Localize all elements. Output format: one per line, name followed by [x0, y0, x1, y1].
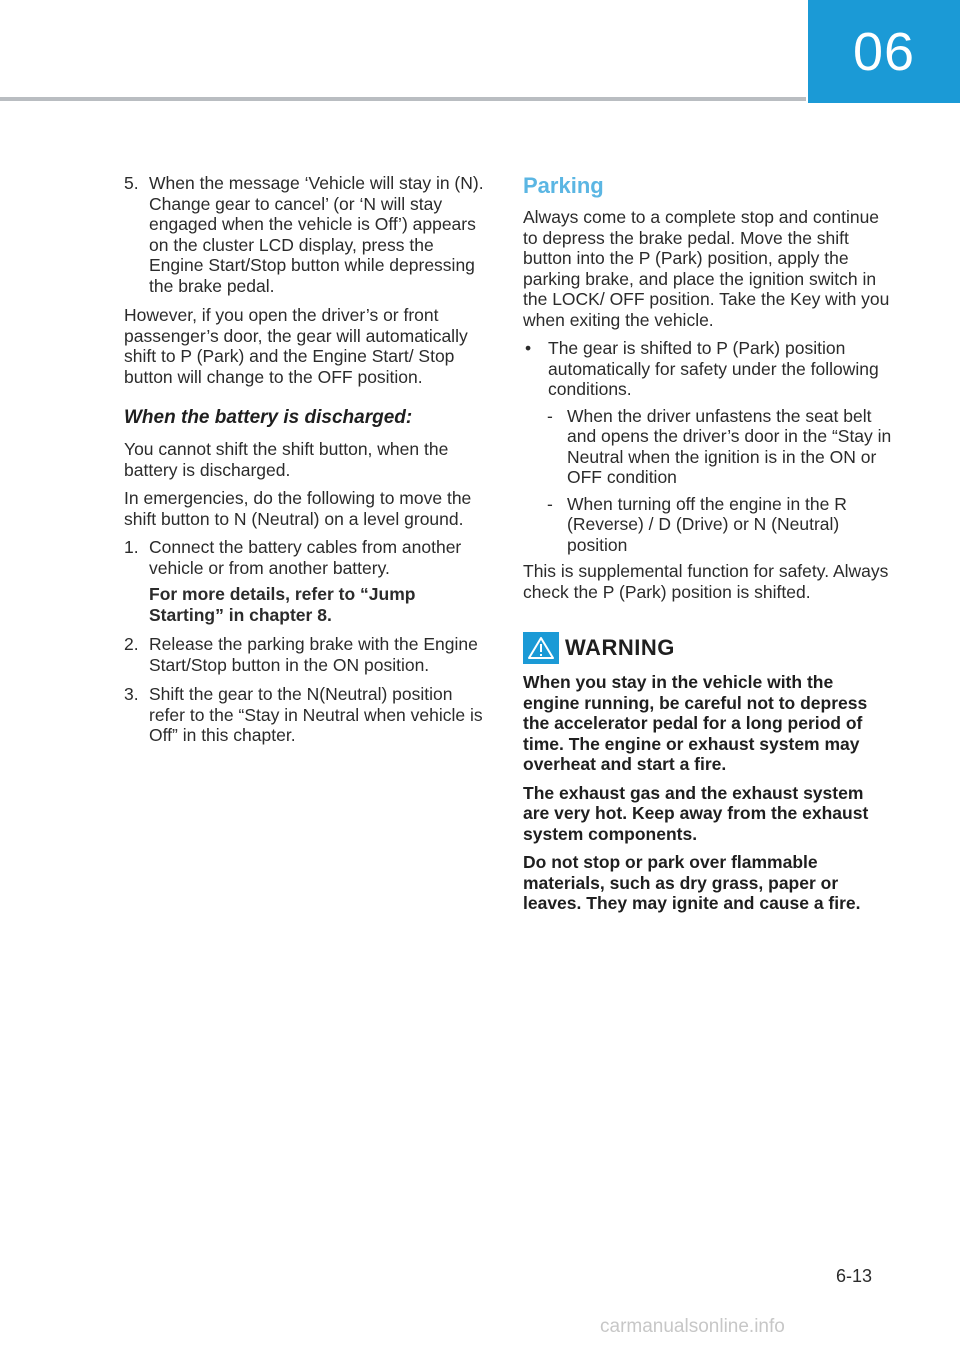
bullet-text: The gear is shifted to P (Park) position automatically for safety under the following conditions.: [548, 338, 879, 399]
warning-paragraph-1: When you stay in the vehicle with the engine running, be careful not to depress the accelerator pedal for a long period of time. The engine or exhaust system may overheat and start a fire.: [523, 672, 868, 774]
paragraph-parking-intro: Always come to a complete stop and continue to depress the brake pedal. Move the shift button into the P (Park) position, apply the parking brake, and place the ignition switch in the LOCK/ OFF position. Take the Key with you when exiting the vehicle.: [523, 207, 890, 330]
right-column: [523, 173, 893, 922]
dash-mark-2: -: [547, 493, 553, 514]
bullet-item: [523, 338, 893, 400]
step-1-note: For more details, refer to “Jump Starting” in chapter 8.: [149, 584, 416, 625]
step-3-number: 3.: [124, 684, 139, 704]
paragraph-supplemental: This is supplemental function for safety. Always check the P (Park) position is shifted.: [523, 561, 889, 602]
step-1-text: Connect the battery cables from another vehicle or from another battery.: [149, 537, 462, 578]
warning-paragraph-3: Do not stop or park over flammable materials, such as dry grass, paper or leaves. They may ignite and cause a fire.: [523, 852, 861, 913]
warning-title: WARNING: [565, 635, 675, 660]
step-3: [124, 684, 492, 746]
section-title-parking: Parking: [523, 173, 604, 198]
paragraph-cannot-shift: You cannot shift the shift button, when the battery is discharged.: [124, 439, 449, 480]
warning-header: [523, 632, 893, 664]
step-5-number: 5.: [124, 173, 139, 193]
step-3-text: Shift the gear to the N(Neutral) position refer to the “Stay in Neutral when vehicle is Off” in this chapter.: [149, 684, 483, 745]
warning-icon-box: [523, 632, 559, 664]
watermark: carmanualsonline.info: [600, 1316, 785, 1337]
step-5: [124, 173, 492, 296]
step-2-number: 2.: [124, 634, 139, 654]
warning-triangle-icon: [528, 636, 554, 660]
step-1-number: 1.: [124, 537, 139, 557]
header-rule: [0, 97, 806, 101]
chapter-tab: [808, 0, 960, 103]
dash-item-1: [523, 406, 893, 488]
dash-mark-1: -: [547, 405, 553, 426]
warning-paragraph-2: The exhaust gas and the exhaust system are very hot. Keep away from the exhaust system components.: [523, 782, 869, 844]
paragraph-however: However, if you open the driver’s or front passenger’s door, the gear will automatically shift to P (Park) and the Engine Start/ Stop button will change to the OFF position.: [124, 305, 468, 387]
step-2: [124, 634, 492, 675]
paragraph-emergencies: In emergencies, do the following to move the shift button to N (Neutral) on a level ground.: [124, 488, 472, 529]
subheading-battery-discharged: When the battery is discharged:: [124, 407, 413, 428]
bullet-mark: •: [525, 338, 532, 358]
page-number: 6-13: [836, 1266, 873, 1286]
step-1: [124, 537, 492, 625]
dash-item-2: [523, 494, 893, 556]
dash-text-2: When turning off the engine in the R (Reverse) / D (Drive) or N (Neutral) position: [567, 493, 847, 555]
step-2-text: Release the parking brake with the Engine Start/Stop button in the ON position.: [149, 634, 478, 675]
dash-text-1: When the driver unfastens the seat belt and opens the driver’s door in the “Stay in Neutral when the ignition is in the ON or OFF condition: [567, 405, 892, 487]
left-column: [124, 173, 492, 755]
chapter-number: 06: [852, 21, 916, 82]
step-5-text: When the message ‘Vehicle will stay in (N). Change gear to cancel’ (or ‘N will stay engaged when the vehicle is Off’) appears on the cluster LCD display, press the Engine Start/Stop button while depressing the brake pedal.: [149, 173, 484, 296]
